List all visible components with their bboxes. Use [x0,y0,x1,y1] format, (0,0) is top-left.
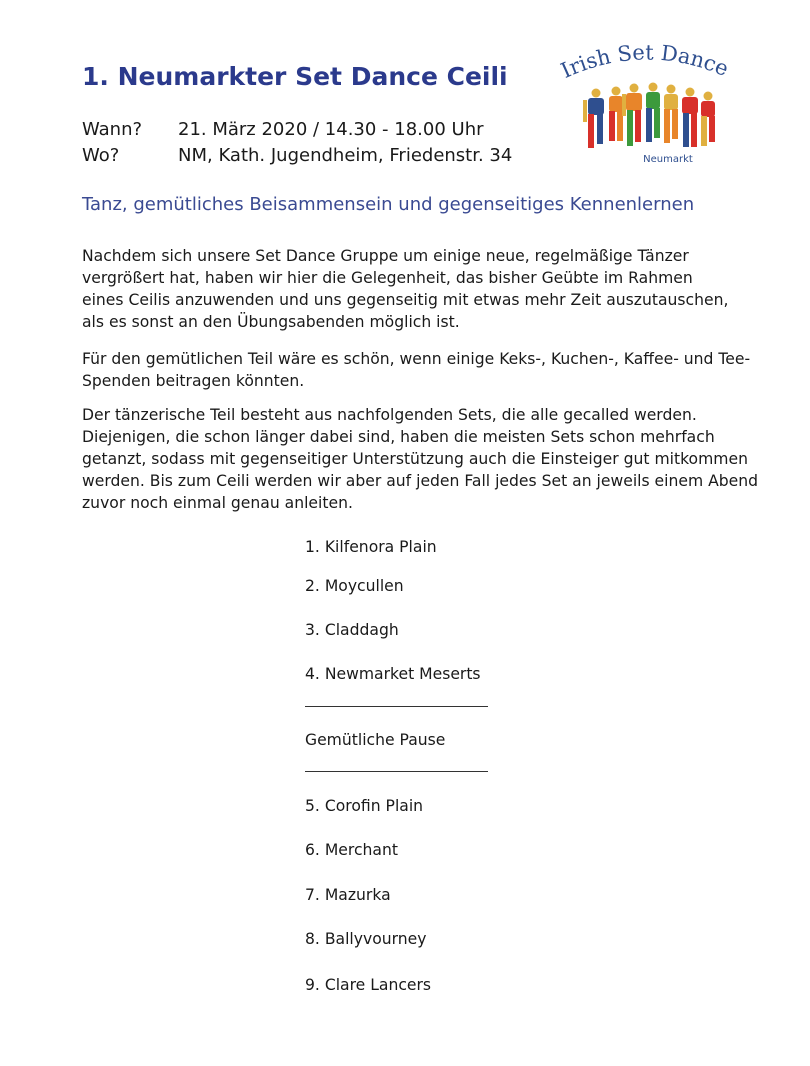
dancer-figure-icon [701,92,715,147]
paragraph-line: Diejenigen, die schon länger dabei sind, haben die meisten Sets schon mehrfach [82,428,715,446]
dancer-figure-icon [646,83,660,143]
set-list-item: 2. Moycullen [305,577,404,595]
logo-subtitle-text: Neumarkt [643,154,693,165]
set-list-item: 5. Corofin Plain [305,797,424,815]
paragraph-donations [82,348,782,392]
pause-label: Gemütliche Pause [305,731,446,749]
paragraph-sets [82,404,782,514]
page-title: 1. Neumarkter Set Dance Ceili [82,62,508,91]
paragraph-line: eines Ceilis anzuwenden und uns gegenseitig mit etwas mehr Zeit auszutauschen, [82,291,729,309]
paragraph-line: Für den gemütlichen Teil wäre es schön, wenn einige Keks-, Kuchen-, Kaffee- und Tee- [82,350,751,368]
set-list-item: 4. Newmarket Meserts [305,665,481,683]
set-list-item: 7. Mazurka [305,886,391,904]
dancer-figure-icon [622,84,642,147]
event-subtitle: Tanz, gemütliches Beisammensein und gegenseitiges Kennenlernen [82,194,695,215]
dancer-figure-icon [609,87,623,142]
set-list-item: 9. Clare Lancers [305,976,432,994]
dancer-figure-icon [583,89,604,149]
event-when-row [82,119,484,140]
where-value: NM, Kath. Jugendheim, Friedenstr. 34 [178,145,513,166]
where-label: Wo? [82,145,120,166]
logo-title-text: Irish Set Dance [557,40,732,83]
paragraph-line: Nachdem sich unsere Set Dance Gruppe um einige neue, regelmäßige Tänzer [82,247,689,265]
paragraph-line: Der tänzerische Teil besteht aus nachfolgenden Sets, die alle gecalled werden. [82,406,697,424]
paragraph-line: Spenden beitragen könnten. [82,372,305,390]
set-list-item: 8. Ballyvourney [305,930,427,948]
dancer-figure-icon [664,85,678,144]
divider-line [305,771,488,772]
dancer-figure-icon [682,88,698,148]
event-where-row [82,145,512,166]
paragraph-line: werden. Bis zum Ceili werden wir aber auf jeden Fall jedes Set an jeweils einem Abend [82,472,759,490]
when-label: Wann? [82,119,143,140]
paragraph-line: als es sonst an den Übungsabenden möglich ist. [82,313,460,331]
set-list-item: 1. Kilfenora Plain [305,538,437,556]
paragraph-intro [82,245,782,333]
when-value: 21. März 2020 / 14.30 - 18.00 Uhr [178,119,484,140]
paragraph-line: zuvor noch einmal genau anleiten. [82,494,353,512]
set-list-item: 6. Merchant [305,841,398,859]
paragraph-line: vergrößert hat, haben wir hier die Gelegenheit, das bisher Geübte im Rahmen [82,269,693,287]
set-list-item: 3. Claddagh [305,621,399,639]
irish-set-dance-logo [556,36,732,168]
paragraph-line: getanzt, sodass mit gegenseitiger Unterstützung auch die Einsteiger gut mitkommen [82,450,748,468]
dancers-logo-graphic [556,36,732,168]
divider-line [305,706,488,707]
